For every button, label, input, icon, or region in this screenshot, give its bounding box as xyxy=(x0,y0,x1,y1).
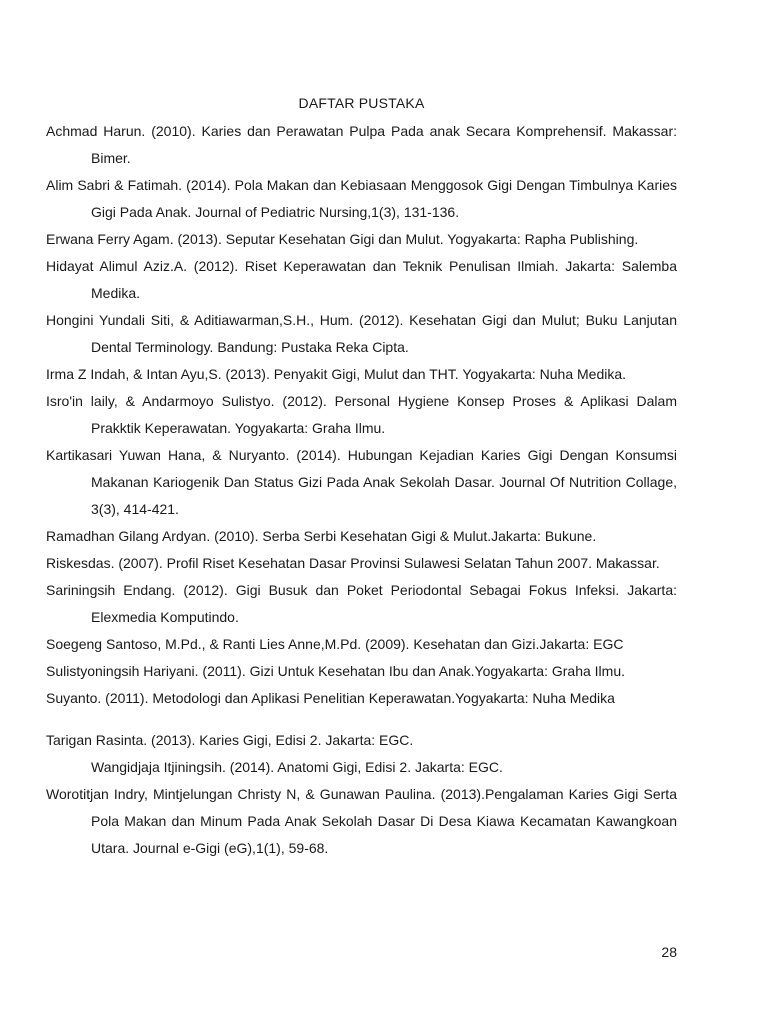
reference-entry: Ramadhan Gilang Ardyan. (2010). Serba Serbi Kesehatan Gigi & Mulut.Jakarta: Bukune. xyxy=(46,528,597,544)
reference-entry: Hongini Yundali Siti, & Aditiawarman,S.H., Hum. (2012). Kesehatan Gigi dan Mulut; Buku Lanjutan Dental Terminology. Bandung: Pustaka Reka Cipta. xyxy=(46,312,677,355)
reference-entry: Irma Z Indah, & Intan Ayu,S. (2013). Penyakit Gigi, Mulut dan THT. Yogyakarta: Nuha Medika. xyxy=(46,366,627,382)
reference-entry: Hidayat Alimul Aziz.A. (2012). Riset Keperawatan dan Teknik Penulisan Ilmiah. Jakarta: Salemba Medika. xyxy=(46,258,677,301)
reference-entry: Worotitjan Indry, Mintjelungan Christy N, & Gunawan Paulina. (2013).Pengalaman Karies Gigi Serta Pola Makan dan Minum Pada Anak Sekolah Dasar Di Desa Kiawa Kecamatan Kawangkoan Utara. Journal e-Gigi (eG),1(1), 59-68. xyxy=(46,786,677,856)
reference-entry: Achmad Harun. (2010). Karies dan Perawatan Pulpa Pada anak Secara Komprehensif. Makassar: Bimer. xyxy=(46,123,677,166)
reference-entry: Riskesdas. (2007). Profil Riset Kesehatan Dasar Provinsi Sulawesi Selatan Tahun 2007. Makassar. xyxy=(46,555,660,571)
reference-list xyxy=(46,118,677,862)
reference-entry: Sariningsih Endang. (2012). Gigi Busuk dan Poket Periodontal Sebagai Fokus Infeksi. Jakarta: Elexmedia Komputindo. xyxy=(46,582,677,625)
reference-entry: Soegeng Santoso, M.Pd., & Ranti Lies Anne,M.Pd. (2009). Kesehatan dan Gizi.Jakarta: EGC xyxy=(46,636,624,652)
reference-entry: Suyanto. (2011). Metodologi dan Aplikasi Penelitian Keperawatan.Yogyakarta: Nuha Medika xyxy=(46,690,615,706)
reference-entry: Wangidjaja Itjiningsih. (2014). Anatomi Gigi, Edisi 2. Jakarta: EGC. xyxy=(91,759,503,775)
reference-entry: Kartikasari Yuwan Hana, & Nuryanto. (2014). Hubungan Kejadian Karies Gigi Dengan Konsumsi Makanan Kariogenik Dan Status Gizi Pada Anak Sekolah Dasar. Journal Of Nutrition Collage, 3(3), 414-421. xyxy=(46,447,677,517)
page-title: DAFTAR PUSTAKA xyxy=(298,95,425,111)
reference-entry: Sulistyoningsih Hariyani. (2011). Gizi Untuk Kesehatan Ibu dan Anak.Yogyakarta: Graha Ilmu. xyxy=(46,663,625,679)
reference-entry: Alim Sabri & Fatimah. (2014). Pola Makan dan Kebiasaan Menggosok Gigi Dengan Timbulnya Karies Gigi Pada Anak. Journal of Pediatric Nursing,1(3), 131-136. xyxy=(46,177,677,220)
reference-entry: Tarigan Rasinta. (2013). Karies Gigi, Edisi 2. Jakarta: EGC. xyxy=(46,732,414,748)
reference-entry: Erwana Ferry Agam. (2013). Seputar Kesehatan Gigi dan Mulut. Yogyakarta: Rapha Publishing. xyxy=(46,231,639,247)
page-number: 28 xyxy=(661,944,677,960)
reference-entry: Isro'in laily, & Andarmoyo Sulistyo. (2012). Personal Hygiene Konsep Proses & Aplikasi Dalam Prakktik Keperawatan. Yogyakarta: Graha Ilmu. xyxy=(46,393,677,436)
